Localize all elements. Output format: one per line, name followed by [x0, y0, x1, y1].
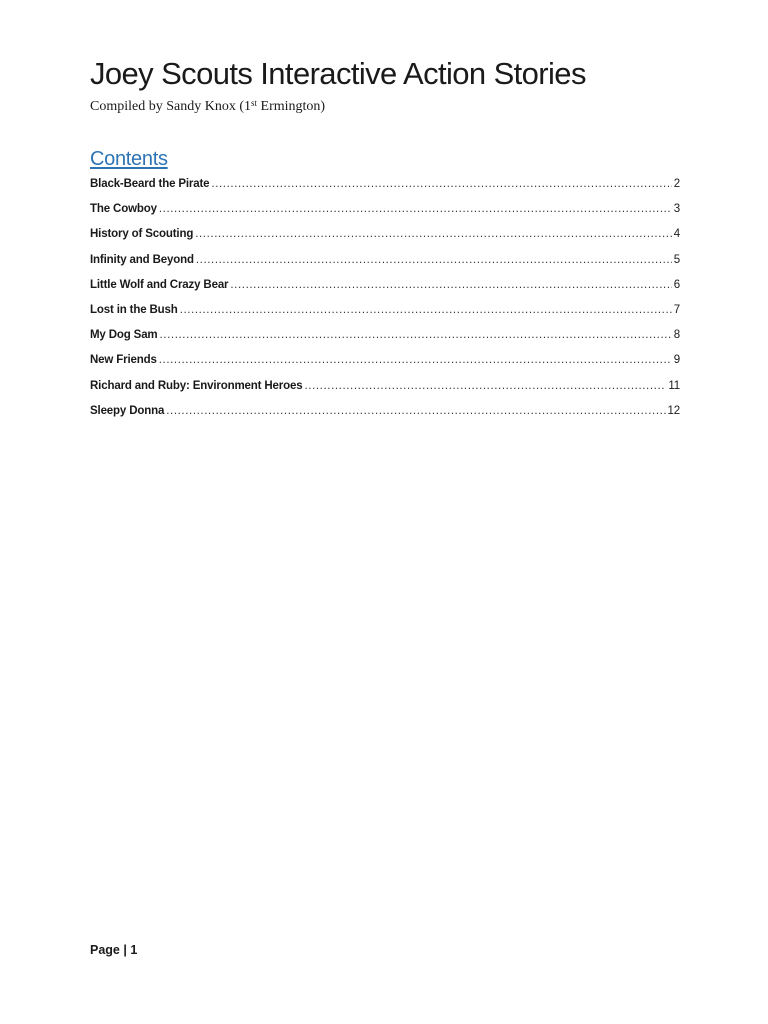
toc-dot-leader: [305, 380, 667, 392]
toc-entry-page: 9: [673, 354, 680, 367]
subtitle-superscript: st: [251, 98, 258, 108]
contents-heading: Contents: [90, 148, 168, 170]
toc-entry-label: New Friends: [90, 354, 157, 367]
document-title: Joey Scouts Interactive Action Stories: [90, 56, 586, 91]
toc-entry-label: Richard and Ruby: Environment Heroes: [90, 379, 303, 392]
toc-entry-little-wolf-and-crazy-bear[interactable]: [90, 279, 680, 304]
toc-entry-label: Lost in the Bush: [90, 303, 178, 316]
page-footer: Page | 1: [90, 943, 138, 957]
toc-dot-leader: [159, 354, 672, 366]
toc-entry-lost-in-the-bush[interactable]: [90, 304, 680, 329]
toc-dot-leader: [159, 203, 672, 215]
toc-entry-infinity-and-beyond[interactable]: [90, 254, 680, 279]
toc-dot-leader: [195, 228, 672, 240]
toc-dot-leader: [230, 279, 671, 291]
toc-dot-leader: [180, 304, 672, 316]
toc-entry-sleepy-donna[interactable]: [90, 405, 680, 430]
toc-dot-leader: [166, 405, 665, 417]
toc-entry-label: The Cowboy: [90, 203, 157, 216]
toc-entry-page: 6: [673, 278, 680, 291]
toc-entry-label: Black-Beard the Pirate: [90, 178, 210, 190]
table-of-contents: [90, 178, 680, 430]
toc-entry-new-friends[interactable]: [90, 354, 680, 379]
toc-entry-label: Little Wolf and Crazy Bear: [90, 278, 229, 291]
toc-entry-label: History of Scouting: [90, 228, 194, 241]
toc-entry-history-of-scouting[interactable]: [90, 228, 680, 253]
toc-entry-page: 2: [673, 178, 680, 190]
toc-entry-page: 8: [673, 329, 680, 342]
toc-entry-richard-and-ruby[interactable]: [90, 380, 680, 405]
document-subtitle: [90, 99, 325, 115]
toc-dot-leader: [160, 329, 672, 341]
toc-entry-my-dog-sam[interactable]: [90, 329, 680, 354]
toc-entry-page: 11: [668, 379, 680, 392]
toc-entry-label: Sleepy Donna: [90, 404, 165, 417]
subtitle-prefix: Compiled by Sandy Knox (1: [90, 99, 251, 114]
toc-entry-label: My Dog Sam: [90, 329, 158, 342]
toc-entry-page: 7: [673, 303, 680, 316]
toc-entry-page: 5: [673, 253, 680, 266]
toc-entry-page: 4: [673, 228, 680, 241]
toc-dot-leader: [196, 254, 672, 266]
toc-entry-black-beard-the-pirate[interactable]: [90, 178, 680, 203]
toc-entry-the-cowboy[interactable]: [90, 203, 680, 228]
subtitle-suffix: Ermington): [257, 99, 326, 114]
toc-entry-label: Infinity and Beyond: [90, 253, 194, 266]
toc-entry-page: 12: [667, 404, 680, 417]
toc-entry-page: 3: [673, 203, 680, 216]
toc-dot-leader: [211, 178, 671, 190]
